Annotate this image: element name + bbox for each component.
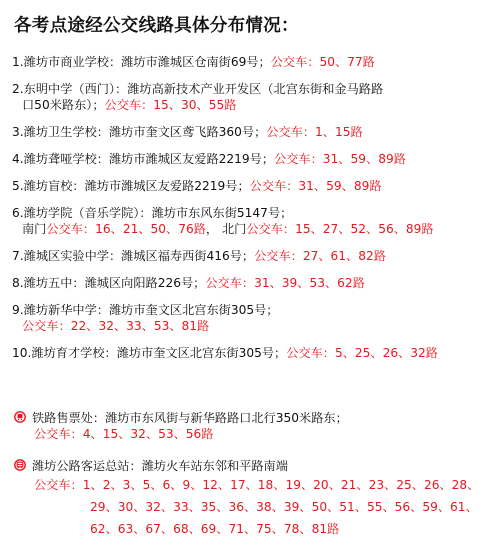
place-name: 铁路售票处：: [32, 411, 106, 425]
school-address: 潍坊市潍城区友爱路2219号；: [84, 179, 250, 193]
bus-routes-line3: 62、63、67、68、69、71、75、78、81路: [90, 522, 340, 536]
school-address: 潍坊市潍城区友爱路2219号；: [108, 152, 275, 166]
train-icon: [14, 411, 26, 423]
school-name: 潍坊学院（音乐学院）：: [23, 206, 152, 220]
item-number: 5.: [12, 179, 24, 193]
bus-routes: 1、15路: [315, 125, 363, 139]
place-address: 潍坊市东风街与新华路路口北行350米路东；: [105, 411, 348, 425]
bus-routes-south: 16、21、50、76路: [95, 222, 206, 236]
bus-label: 公交车：: [266, 125, 316, 139]
school-address: 潍坊高新技术产业开发区（北宫东街和金马路路: [127, 82, 384, 96]
bus-label: 公交车：: [22, 319, 71, 333]
train-ticket-office: [14, 410, 490, 442]
item-number: 9.: [12, 303, 24, 317]
bus-routes-line2: 29、30、32、33、35、36、38、39、50、51、55、56、59、61、: [90, 500, 478, 514]
bus-routes: 4、15、32、53、56路: [82, 427, 214, 441]
bus-label: 公交车：: [270, 55, 320, 69]
list-item: [12, 248, 488, 264]
bus-routes: 50、77路: [319, 55, 375, 69]
list-item: [12, 302, 488, 334]
gate-label-south: 南门: [22, 222, 47, 236]
school-name: 潍坊五中：: [23, 276, 85, 290]
bus-label: 公交车：: [286, 346, 335, 360]
bus-label: 公交车：: [254, 249, 303, 263]
bus-station: [14, 458, 490, 540]
list-item: [12, 345, 488, 361]
school-name: 潍坊聋哑学校：: [23, 152, 109, 166]
school-address: 潍坊市潍城区仓南街69号；: [121, 55, 271, 69]
bus-label: 公交车：: [274, 152, 323, 166]
school-address: 潍坊市奎文区北宫东街305号；: [108, 303, 279, 317]
list-item: [12, 54, 488, 70]
school-list: [12, 54, 488, 372]
bus-routes: 31、59、89路: [322, 152, 406, 166]
bus-label: 公交车：: [246, 222, 296, 236]
school-name: 潍坊市商业学校：: [23, 55, 122, 69]
school-address-cont: 口50米路东）；: [22, 98, 105, 112]
list-item: [12, 275, 488, 291]
bus-routes: 31、59、89路: [298, 179, 382, 193]
bus-routes: 27、61、82路: [302, 249, 386, 263]
bus-routes: 31、39、53、62路: [254, 276, 365, 290]
school-address: 潍坊市奎文区鸢飞路360号；: [108, 125, 267, 139]
bus-label: 公交车：: [205, 276, 255, 290]
bus-routes-north: 15、27、52、56、89路: [295, 222, 434, 236]
bus-label: 公交车：: [249, 179, 299, 193]
school-name: 潍坊盲校：: [23, 179, 85, 193]
list-item: [12, 81, 488, 113]
item-number: 10.: [12, 346, 32, 360]
item-number: 2.: [12, 82, 24, 96]
list-item: [12, 178, 488, 194]
place-name: 潍坊公路客运总站：: [32, 459, 142, 473]
place-address: 潍坊火车站东邻和平路南端: [141, 459, 288, 473]
list-item: [12, 151, 488, 167]
school-name: 潍城区实验中学：: [23, 249, 122, 263]
list-item: 6.潍坊学院（音乐学院）：潍坊市东风东街5147号； 南门公交车：16、21、50、76路， 北门公交车：15、27、52、56、89路: [12, 206, 434, 236]
bus-routes-line1: 1、2、3、5、6、9、12、17、18、19、20、21、23、25、26、28、: [82, 478, 480, 492]
school-address: 潍坊市东风东街5147号；: [151, 206, 293, 220]
item-number: 1.: [12, 55, 24, 69]
gate-label-north: 北门: [221, 222, 247, 236]
page-title: 各考点途经公交线路具体分布情况：: [14, 16, 299, 36]
item-number: 7.: [12, 249, 24, 263]
item-number: 4.: [12, 152, 24, 166]
item-number: 8.: [12, 276, 24, 290]
school-address: 潍城区向阳路226号；: [84, 276, 206, 290]
bus-label: 公交车：: [104, 98, 154, 112]
school-name: 东明中学（西门）：: [23, 82, 128, 96]
bus-label: 公交车：: [34, 478, 83, 492]
item-number: 6.: [12, 206, 24, 220]
bus-routes: 5、25、26、32路: [334, 346, 438, 360]
school-address: 潍城区福寿西街416号；: [121, 249, 255, 263]
bus-station-icon: [14, 459, 26, 471]
school-address: 潍坊市奎文区北宫东街305号；: [116, 346, 287, 360]
bus-routes: 15、30、55路: [153, 98, 237, 112]
bus-label: 公交车：: [46, 222, 96, 236]
school-name: 潍坊育才学校：: [31, 346, 117, 360]
item-number: 3.: [12, 125, 24, 139]
bus-label: 公交车：: [34, 427, 83, 441]
bus-routes: 22、32、33、53、81路: [70, 319, 210, 333]
list-item: [12, 124, 488, 140]
school-name: 潍坊卫生学校：: [23, 125, 109, 139]
school-name: 潍坊新华中学：: [23, 303, 109, 317]
